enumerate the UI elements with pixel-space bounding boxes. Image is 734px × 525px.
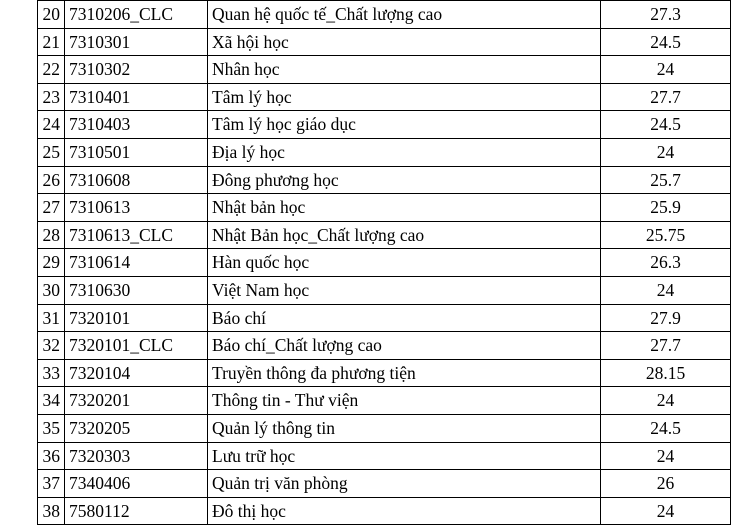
major-name: Xã hội học xyxy=(208,28,601,56)
table-row xyxy=(38,166,731,194)
row-index: 32 xyxy=(38,332,65,360)
benchmark-score: 25.75 xyxy=(601,221,731,249)
major-code: 7340406 xyxy=(65,470,208,498)
row-index: 26 xyxy=(38,166,65,194)
major-code: 7310403 xyxy=(65,111,208,139)
major-code: 7320201 xyxy=(65,387,208,415)
row-index: 24 xyxy=(38,111,65,139)
major-code: 7320205 xyxy=(65,414,208,442)
major-name: Việt Nam học xyxy=(208,276,601,304)
table-row xyxy=(38,28,731,56)
major-name: Thông tin - Thư viện xyxy=(208,387,601,415)
table-row xyxy=(38,56,731,84)
major-name: Quản trị văn phòng xyxy=(208,470,601,498)
table-row xyxy=(38,470,731,498)
major-code: 7320303 xyxy=(65,442,208,470)
row-index: 33 xyxy=(38,359,65,387)
table-row xyxy=(38,414,731,442)
table-row xyxy=(38,83,731,111)
major-name: Tâm lý học xyxy=(208,83,601,111)
major-name: Địa lý học xyxy=(208,138,601,166)
major-code: 7310614 xyxy=(65,249,208,277)
table-row xyxy=(38,442,731,470)
major-code: 7310608 xyxy=(65,166,208,194)
major-code: 7310206_CLC xyxy=(65,1,208,29)
row-index: 23 xyxy=(38,83,65,111)
table-row xyxy=(38,332,731,360)
major-code: 7310630 xyxy=(65,276,208,304)
row-index: 21 xyxy=(38,28,65,56)
row-index: 34 xyxy=(38,387,65,415)
benchmark-score: 24 xyxy=(601,138,731,166)
row-index: 35 xyxy=(38,414,65,442)
major-code: 7310613 xyxy=(65,194,208,222)
major-code: 7310501 xyxy=(65,138,208,166)
benchmark-score: 26.3 xyxy=(601,249,731,277)
table-row xyxy=(38,1,731,29)
major-code: 7310401 xyxy=(65,83,208,111)
table-row xyxy=(38,387,731,415)
row-index: 20 xyxy=(38,1,65,29)
major-code: 7320101_CLC xyxy=(65,332,208,360)
row-index: 28 xyxy=(38,221,65,249)
benchmark-score: 25.7 xyxy=(601,166,731,194)
benchmark-score: 27.7 xyxy=(601,332,731,360)
major-name: Báo chí xyxy=(208,304,601,332)
table-row xyxy=(38,138,731,166)
major-code: 7320101 xyxy=(65,304,208,332)
row-index: 38 xyxy=(38,497,65,525)
major-code: 7310302 xyxy=(65,56,208,84)
benchmark-score: 24.5 xyxy=(601,111,731,139)
major-name: Tâm lý học giáo dục xyxy=(208,111,601,139)
benchmark-score: 27.7 xyxy=(601,83,731,111)
benchmark-score: 27.3 xyxy=(601,1,731,29)
major-code: 7320104 xyxy=(65,359,208,387)
benchmark-score: 24 xyxy=(601,442,731,470)
major-code: 7580112 xyxy=(65,497,208,525)
major-name: Quan hệ quốc tế_Chất lượng cao xyxy=(208,1,601,29)
admission-score-table xyxy=(37,0,731,525)
row-index: 27 xyxy=(38,194,65,222)
major-name: Nhật Bản học_Chất lượng cao xyxy=(208,221,601,249)
benchmark-score: 24.5 xyxy=(601,414,731,442)
row-index: 25 xyxy=(38,138,65,166)
benchmark-score: 24 xyxy=(601,387,731,415)
table-row xyxy=(38,111,731,139)
table-body xyxy=(38,1,731,525)
row-index: 31 xyxy=(38,304,65,332)
table-row xyxy=(38,276,731,304)
table-row xyxy=(38,304,731,332)
table-row xyxy=(38,249,731,277)
major-name: Đô thị học xyxy=(208,497,601,525)
benchmark-score: 24 xyxy=(601,497,731,525)
row-index: 29 xyxy=(38,249,65,277)
table-row xyxy=(38,359,731,387)
major-name: Nhân học xyxy=(208,56,601,84)
major-name: Quản lý thông tin xyxy=(208,414,601,442)
major-name: Hàn quốc học xyxy=(208,249,601,277)
table-row xyxy=(38,497,731,525)
benchmark-score: 27.9 xyxy=(601,304,731,332)
major-name: Đông phương học xyxy=(208,166,601,194)
table-row xyxy=(38,221,731,249)
row-index: 36 xyxy=(38,442,65,470)
benchmark-score: 24 xyxy=(601,276,731,304)
benchmark-score: 24.5 xyxy=(601,28,731,56)
benchmark-score: 28.15 xyxy=(601,359,731,387)
row-index: 30 xyxy=(38,276,65,304)
row-index: 37 xyxy=(38,470,65,498)
major-code: 7310613_CLC xyxy=(65,221,208,249)
major-code: 7310301 xyxy=(65,28,208,56)
benchmark-score: 25.9 xyxy=(601,194,731,222)
major-name: Báo chí_Chất lượng cao xyxy=(208,332,601,360)
major-name: Nhật bản học xyxy=(208,194,601,222)
major-name: Truyền thông đa phương tiện xyxy=(208,359,601,387)
table-row xyxy=(38,194,731,222)
benchmark-score: 26 xyxy=(601,470,731,498)
benchmark-score: 24 xyxy=(601,56,731,84)
major-name: Lưu trữ học xyxy=(208,442,601,470)
row-index: 22 xyxy=(38,56,65,84)
